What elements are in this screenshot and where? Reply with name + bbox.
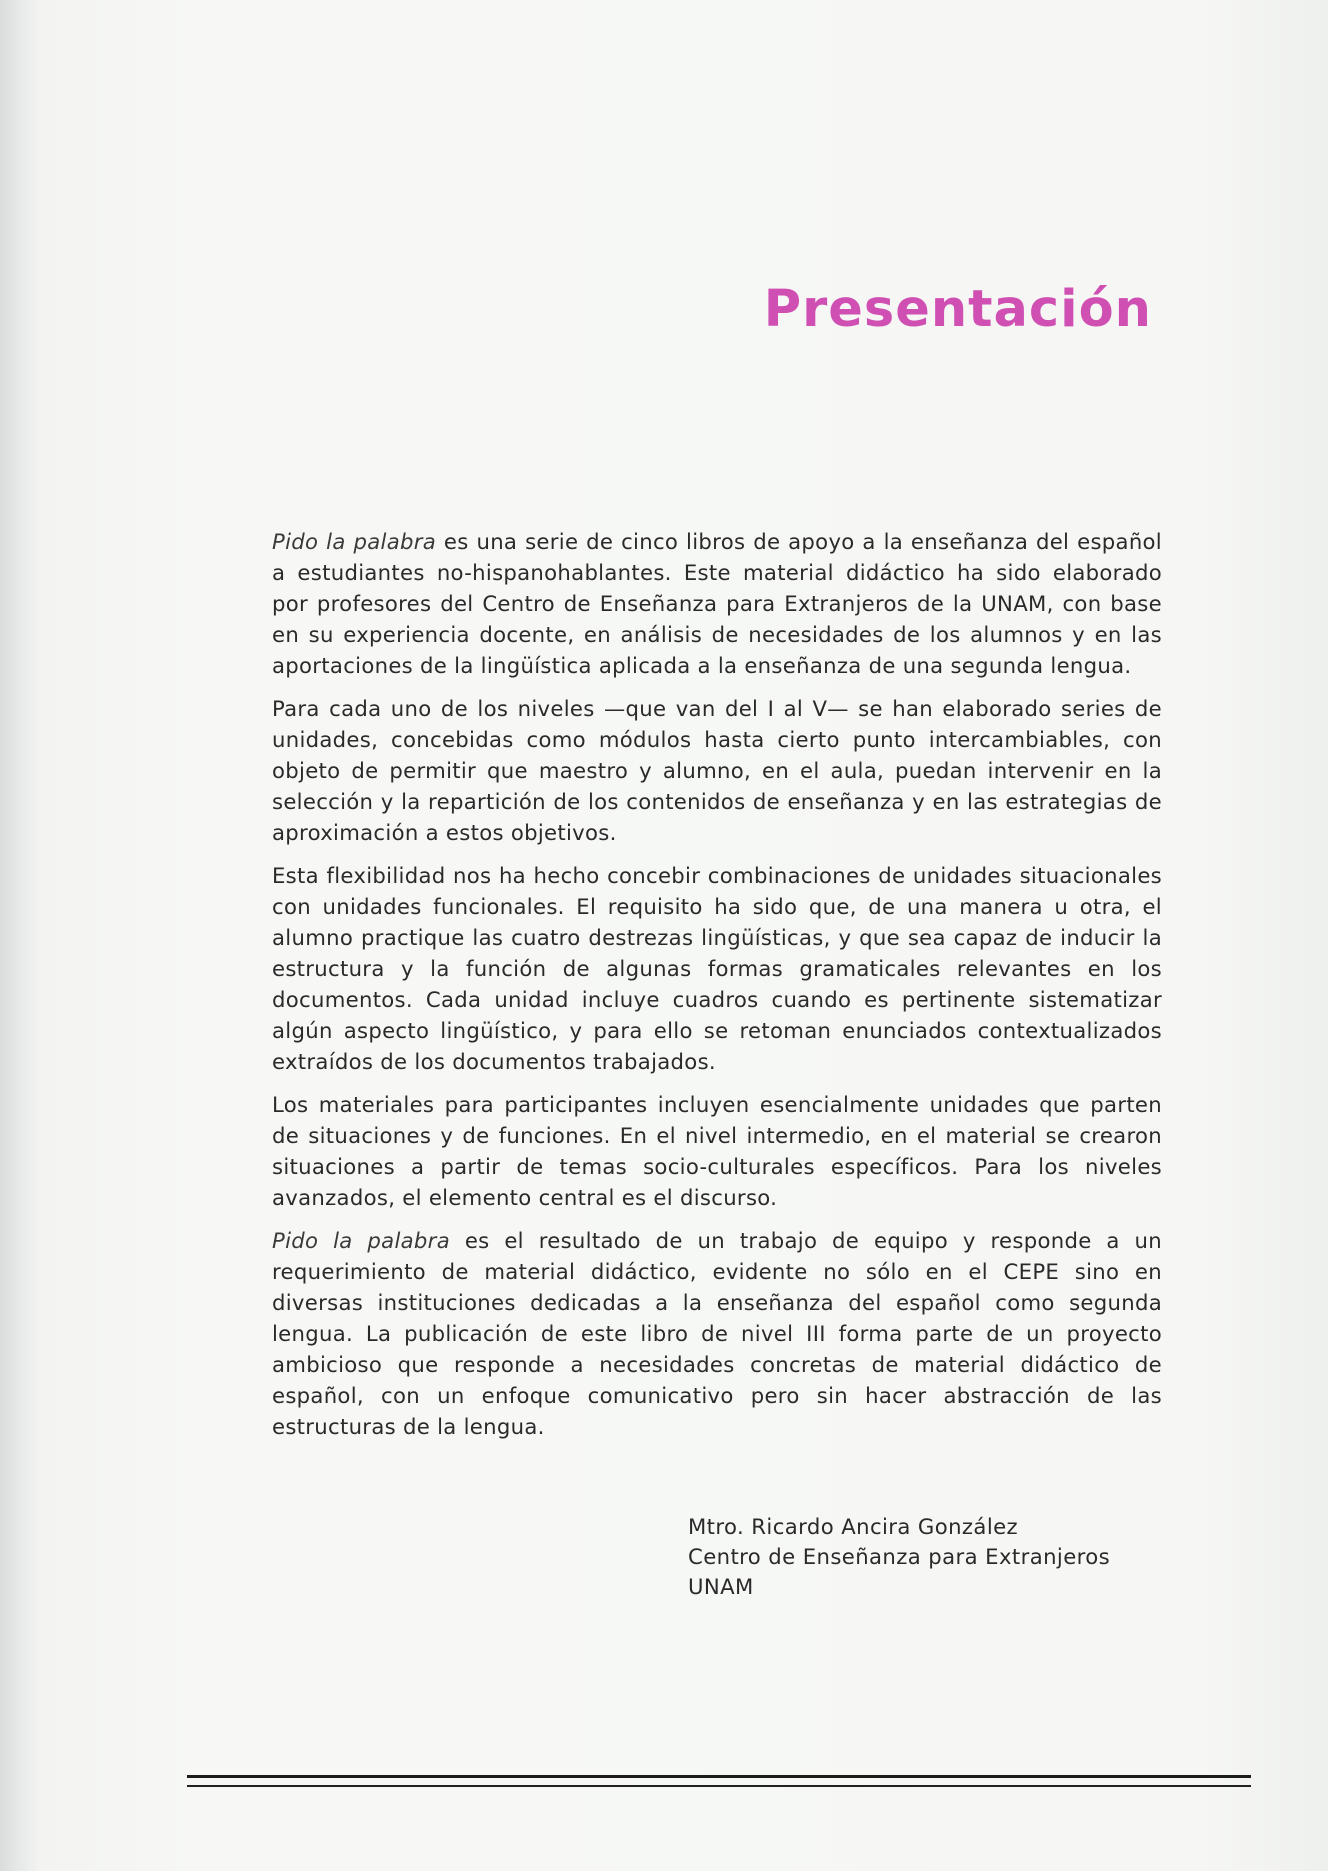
- book-title-italic: Pido la palabra: [272, 529, 437, 554]
- book-title-italic: Pido la palabra: [272, 1228, 450, 1253]
- paragraph-1: [272, 526, 1162, 681]
- paragraph-text: es una serie de cinco libros de apoyo a la enseñanza del español a estudiantes no-hispanohablantes. Este material didáctico ha sido elaborado por profesores del Centro de Enseñanza para Extranjeros de la UNAM, con base en su experiencia docente, en análisis de necesidades de los alumnos y en las aportaciones de la lingüística aplicada a la enseñanza de una segunda lengua.: [272, 529, 1162, 678]
- paragraph-text: es el resultado de un trabajo de equipo y responde a un requerimiento de material didáctico, evidente no sólo en el CEPE sino en diversas instituciones dedicadas a la enseñanza del español como segunda lengua. La publicación de este libro de nivel III forma parte de un proyecto ambicioso que responde a necesidades concretas de material didáctico de español, con un enfoque comunicativo pero sin hacer abstracción de las estructuras de la lengua.: [272, 1228, 1162, 1439]
- signature-university: UNAM: [688, 1574, 754, 1599]
- paragraph-4: [272, 1089, 1162, 1213]
- binding-gutter-shadow: [0, 0, 38, 1871]
- paragraph-text: Para cada uno de los niveles —que van del I al V— se han elaborado series de unidades, concebidas como módulos hasta cierto punto intercambiables, con objeto de permitir que maestro y alumno, en el aula, puedan intervenir en la selección y la repartición de los contenidos de enseñanza y en las estrategias de aproximación a estos objetivos.: [272, 696, 1162, 845]
- paragraph-text: Esta flexibilidad nos ha hecho concebir combinaciones de unidades situacionales con unidades funcionales. El requisito ha sido que, de una manera u otra, el alumno practique las cuatro destrezas lingüísticas, y que sea capaz de inducir la estructura y la función de algunas formas gramaticales relevantes en los documentos. Cada unidad incluye cuadros cuando es pertinente sistematizar algún aspecto lingüístico, y para ello se retoman enunciados contextualizados extraídos de los documentos trabajados.: [272, 863, 1162, 1074]
- signature-name: Mtro. Ricardo Ancira González: [688, 1514, 1019, 1539]
- signature-institution: Centro de Enseñanza para Extranjeros: [688, 1544, 1111, 1569]
- page-title: Presentación: [763, 280, 1152, 339]
- paragraph-2: [272, 693, 1162, 848]
- paragraph-text: Los materiales para participantes incluyen esencialmente unidades que parten de situaciones y de funciones. En el nivel intermedio, en el material se crearon situaciones a partir de temas socio-culturales específicos. Para los niveles avanzados, el elemento central es el discurso.: [272, 1092, 1162, 1210]
- footer-rule-thick: [187, 1775, 1251, 1778]
- body-text: [272, 526, 1162, 1454]
- paragraph-3: [272, 860, 1162, 1077]
- paragraph-5: [272, 1225, 1162, 1442]
- signature-block: [688, 1512, 1110, 1602]
- footer-rule-thin: [187, 1785, 1251, 1787]
